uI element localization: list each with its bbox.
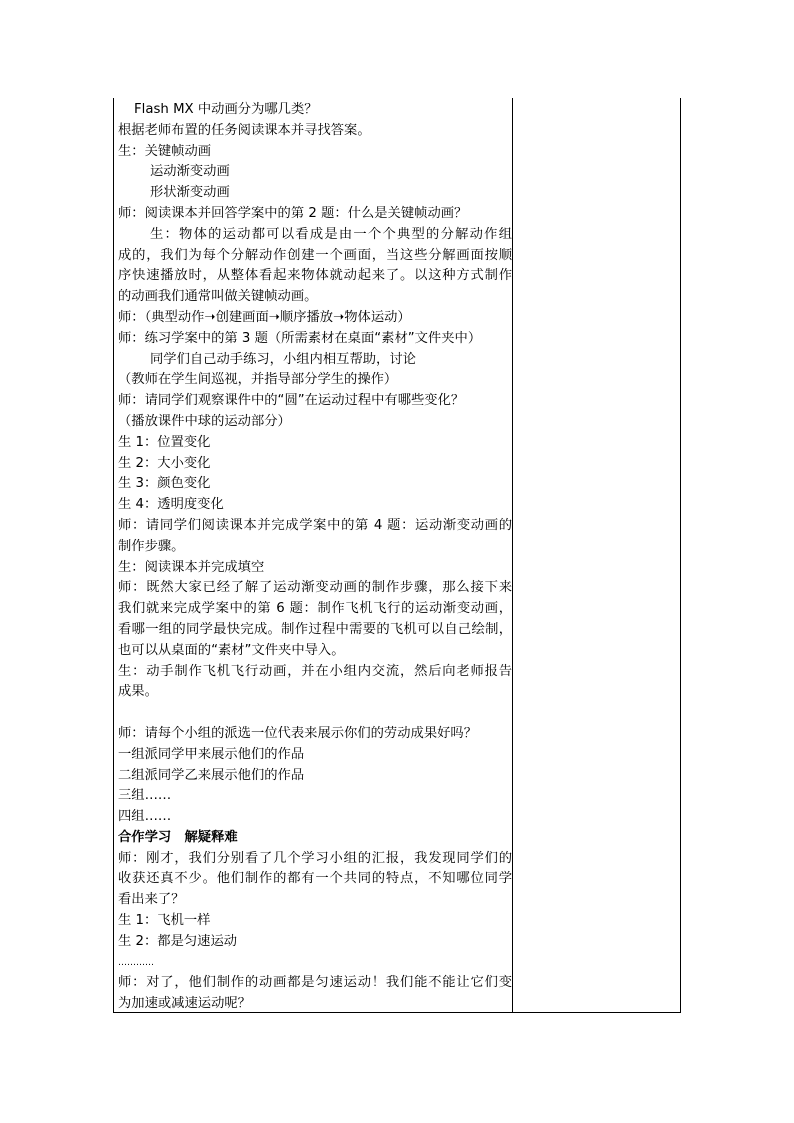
text-line: 也可以从桌面的“素材”文件夹中导入。 [118, 642, 345, 658]
text-line: 生：动手制作飞机飞行动画，并在小组内交流，然后向老师报告 [118, 663, 512, 679]
text-line: 师：既然大家已经了解了运动渐变动画的制作步骤，那么接下来 [118, 580, 512, 596]
text-line: 运动渐变动画 [150, 164, 230, 180]
table-right-border [680, 98, 681, 1012]
text-line: 序快速播放时，从整体看起来物体就动起来了。以这种方式制作 [118, 268, 512, 284]
text-line: 生：关键帧动画 [118, 143, 212, 159]
text-line: 成果。 [118, 684, 158, 700]
text-line: 师：阅读课本并回答学案中的第 2 题：什么是关键帧动画？ [118, 205, 468, 221]
text-line: 生 4：透明度变化 [118, 497, 224, 513]
text-line: 看出来了？ [118, 892, 185, 908]
section-heading: 合作学习 解疑释难 [118, 829, 238, 845]
table-left-border [113, 98, 114, 1012]
text-line: 制作步骤。 [118, 538, 185, 554]
text-line: 师：请同学们阅读课本并完成学案中的第 4 题：运动渐变动画的 [118, 517, 512, 533]
text-line: 根据老师布置的任务阅读课本并寻找答案。 [118, 122, 371, 138]
text-line: 为加速或减速运动呢？ [118, 996, 251, 1012]
text-line: 四组…… [118, 809, 172, 825]
text-line: 一组派同学甲来展示他们的作品 [118, 746, 305, 762]
text-line: 师：练习学案中的第 3 题（所需素材在桌面“素材”文件夹中） [118, 330, 482, 346]
text-line: 生 1：飞机一样 [118, 913, 211, 929]
text-line: 二组派同学乙来展示他们的作品 [118, 767, 305, 783]
text-line: 形状渐变动画 [150, 185, 230, 201]
text-line: 我们就来完成学案中的第 6 题：制作飞机飞行的运动渐变动画， [118, 601, 512, 617]
text-line: 生：阅读课本并完成填空 [118, 559, 265, 575]
text-line: 师：请同学们观察课件中的“圆”在运动过程中有哪些变化？ [118, 393, 465, 409]
text-line: 生 2：大小变化 [118, 455, 211, 471]
blank-line [118, 703, 512, 724]
table-column-divider [512, 98, 513, 1012]
text-line: 生 3：颜色变化 [118, 476, 211, 492]
ellipsis-line: ………… [118, 957, 154, 968]
text-line: （教师在学生间巡视，并指导部分学生的操作） [118, 372, 398, 388]
text-line: 的动画我们通常叫做关键帧动画。 [118, 289, 318, 305]
text-line: 师：刚才，我们分别看了几个学习小组的汇报，我发现同学们的 [118, 850, 512, 866]
text-line: 生 1：位置变化 [118, 434, 211, 450]
text-line: 成的，我们为每个分解动作创建一个画面，当这些分解画面按顺 [118, 247, 512, 263]
text-line: 收获还真不少。他们制作的都有一个共同的特点，不知哪位同学 [118, 871, 512, 887]
text-line: 看哪一组的同学最快完成。制作过程中需要的飞机可以自己绘制， [118, 621, 512, 637]
text-line: （播放课件中球的运动部分） [118, 413, 291, 429]
lesson-text [118, 100, 512, 1015]
text-line: 师：请每个小组的派选一位代表来展示你们的劳动成果好吗？ [118, 725, 478, 741]
text-line: Flash MX 中动画分为哪几类？ [134, 102, 318, 117]
text-line: 师：对了，他们制作的动画都是匀速运动！我们能不能让它们变 [118, 975, 512, 991]
text-line: 三组…… [118, 788, 172, 804]
text-line: 生 2：都是匀速运动 [118, 933, 238, 949]
text-line: 同学们自己动手练习，小组内相互帮助，讨论 [150, 351, 416, 367]
text-line: 师：（典型动作➝创建画面➝顺序播放➝物体运动） [118, 309, 411, 325]
text-line: 生：物体的运动都可以看成是由一个个典型的分解动作组 [150, 226, 512, 242]
